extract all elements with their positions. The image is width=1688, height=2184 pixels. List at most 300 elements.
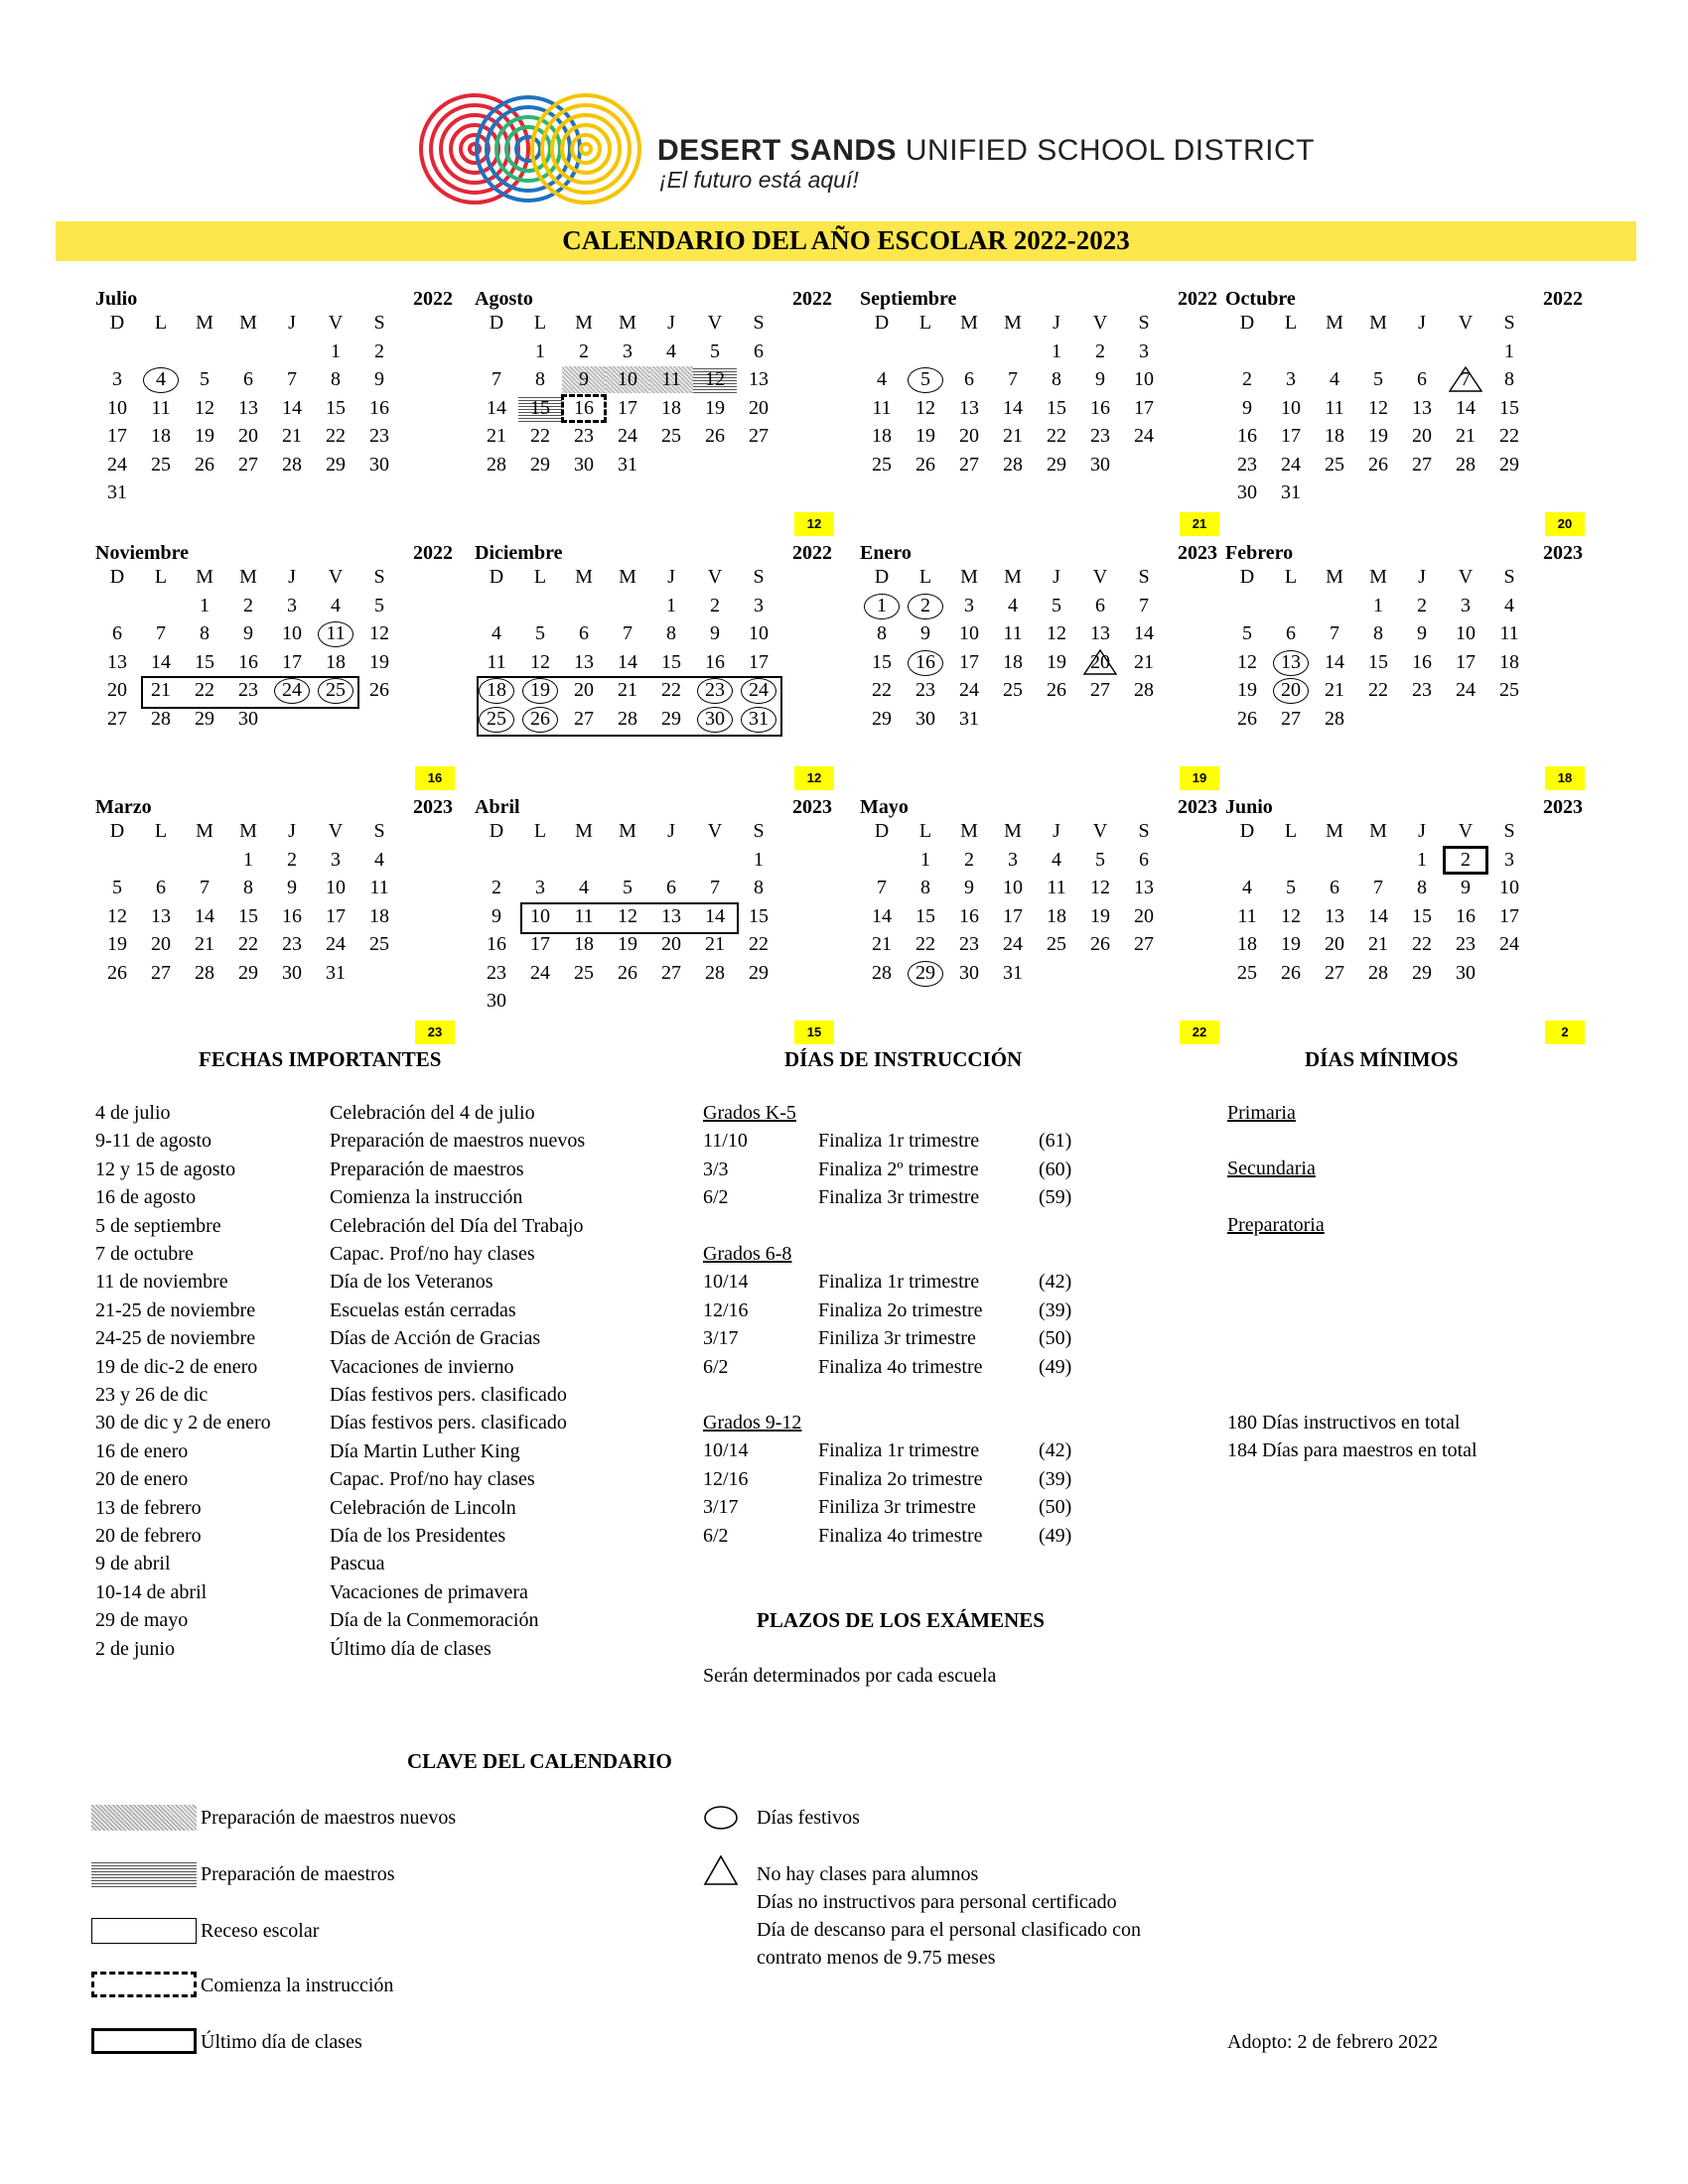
weekday-header: M bbox=[196, 820, 213, 842]
weekday-header: D bbox=[489, 566, 504, 588]
important-date-event: Preparación de maestros nuevos bbox=[330, 1130, 586, 1153]
weekday-header: L bbox=[154, 820, 168, 842]
day-cell: 8 bbox=[1504, 368, 1514, 390]
weekday-header: S bbox=[753, 312, 765, 334]
weekday-header: M bbox=[619, 566, 636, 588]
day-cell: 25 bbox=[1003, 679, 1023, 701]
day-cell: 8 bbox=[1417, 877, 1427, 898]
key-heading: CLAVE DEL CALENDARIO bbox=[407, 1749, 672, 1773]
weekday-header: J bbox=[667, 820, 675, 842]
term-day-count: (42) bbox=[1039, 1439, 1072, 1462]
day-cell: 22 bbox=[1412, 933, 1432, 955]
day-cell: 5 bbox=[1052, 594, 1061, 616]
weekday-header: J bbox=[1418, 312, 1426, 334]
day-cell: 12 bbox=[1281, 904, 1301, 927]
day-cell: 30 bbox=[1456, 961, 1476, 984]
weekday-header: L bbox=[533, 566, 547, 588]
day-cell bbox=[139, 366, 183, 393]
day-cell: 11 bbox=[872, 396, 892, 419]
day-cell: 7 bbox=[1330, 622, 1339, 644]
day-cell: 10 bbox=[1456, 622, 1476, 644]
day-cell: 17 bbox=[326, 904, 346, 927]
key-no-class-line-2: Días no instructivos para personal certificado bbox=[757, 1891, 1117, 1913]
day-cell bbox=[1269, 649, 1313, 676]
day-cell: 23 bbox=[574, 425, 594, 447]
term-day-count: (60) bbox=[1039, 1158, 1072, 1180]
key-swatch-new-prep bbox=[91, 1805, 197, 1831]
important-date-event: Días festivos pers. clasificado bbox=[330, 1384, 567, 1406]
day-cell: 1 bbox=[754, 848, 764, 871]
day-cell: 10 bbox=[749, 622, 769, 644]
term-day-count: (39) bbox=[1039, 1298, 1072, 1321]
day-cell: 25 bbox=[1237, 961, 1257, 984]
important-date: 16 de enero bbox=[95, 1439, 189, 1462]
important-date: 9-11 de agosto bbox=[95, 1130, 212, 1153]
day-cell: 15 bbox=[749, 904, 769, 927]
weekday-header: S bbox=[1503, 566, 1515, 588]
day-cell: 10 bbox=[326, 877, 346, 898]
weekday-header: J bbox=[667, 312, 675, 334]
day-cell: 4 bbox=[1242, 877, 1252, 898]
day-cell: 18 bbox=[369, 904, 389, 927]
day-cell: 26 bbox=[915, 453, 935, 476]
weekday-header: M bbox=[960, 820, 978, 842]
day-cell: 17 bbox=[959, 650, 979, 673]
day-cell: 16 bbox=[369, 396, 389, 419]
day-cell: 14 bbox=[1134, 622, 1154, 644]
day-cell: 2 bbox=[1242, 368, 1252, 390]
month-enero bbox=[860, 542, 1217, 790]
day-cell: 25 bbox=[1499, 679, 1519, 701]
day-cell: 25 bbox=[661, 425, 681, 447]
day-cell: 26 bbox=[1090, 933, 1110, 955]
day-cell: 9 bbox=[374, 368, 384, 390]
day-cell: 1 bbox=[200, 594, 210, 616]
term-end-label: Finiliza 3r trimestre bbox=[818, 1496, 976, 1519]
day-cell: 24 bbox=[1499, 933, 1519, 955]
holiday-circle: 11 bbox=[318, 621, 353, 647]
key-swatch-last-day bbox=[91, 2028, 197, 2054]
day-cell: 2 bbox=[579, 340, 589, 362]
month-year: 2022 bbox=[792, 542, 832, 564]
weekday-header: L bbox=[1284, 820, 1298, 842]
important-date-event: Pascua bbox=[330, 1553, 385, 1575]
day-cell: 15 bbox=[518, 395, 562, 422]
key-prep-label: Preparación de maestros bbox=[201, 1863, 395, 1885]
minimum-days-heading: DÍAS MÍNIMOS bbox=[1305, 1047, 1459, 1071]
weekday-header: L bbox=[154, 566, 168, 588]
day-cell: 4 bbox=[331, 594, 341, 616]
important-date-event: Escuelas están cerradas bbox=[330, 1298, 516, 1321]
day-cell: 27 bbox=[574, 707, 594, 730]
day-cell: 4 bbox=[579, 877, 589, 898]
day-cell: 22 bbox=[326, 425, 346, 447]
day-cell: 6 bbox=[1286, 622, 1296, 644]
no-class-triangle: 20 bbox=[1083, 649, 1117, 675]
min-primaria: Primaria bbox=[1227, 1102, 1296, 1124]
day-cell: 27 bbox=[151, 961, 171, 984]
day-cell: 26 bbox=[618, 961, 637, 984]
day-cell: 29 bbox=[872, 707, 892, 730]
day-cell: 29 bbox=[661, 707, 681, 730]
weekday-header: L bbox=[1284, 566, 1298, 588]
key-no-class-line-1: No hay clases para alumnos bbox=[757, 1863, 979, 1885]
day-cell: 9 bbox=[287, 877, 297, 898]
weekday-header: S bbox=[373, 566, 385, 588]
day-cell: 17 bbox=[1456, 650, 1476, 673]
recess-range bbox=[520, 902, 739, 935]
weekday-header: S bbox=[753, 566, 765, 588]
day-cell: 18 bbox=[574, 933, 594, 955]
day-cell: 31 bbox=[326, 961, 346, 984]
weekday-header: S bbox=[373, 312, 385, 334]
term-day-count: (61) bbox=[1039, 1130, 1072, 1153]
term-day-count: (39) bbox=[1039, 1467, 1072, 1490]
weekday-header: M bbox=[1369, 820, 1387, 842]
day-cell: 7 bbox=[1373, 877, 1383, 898]
day-cell: 21 bbox=[1456, 425, 1476, 447]
important-date: 20 de enero bbox=[95, 1468, 189, 1491]
holiday-circle: 23 bbox=[697, 678, 733, 704]
day-cell bbox=[904, 593, 947, 619]
weekday-header: M bbox=[1369, 566, 1387, 588]
day-cell: 11 bbox=[369, 877, 389, 898]
day-cell: 23 bbox=[282, 933, 302, 955]
day-cell: 30 bbox=[574, 453, 594, 476]
day-cell: 20 bbox=[574, 679, 594, 701]
day-cell: 14 bbox=[1368, 904, 1388, 927]
day-cell: 29 bbox=[326, 453, 346, 476]
weekday-header: D bbox=[109, 312, 125, 334]
day-cell: 27 bbox=[1281, 707, 1301, 730]
day-cell: 22 bbox=[1499, 425, 1519, 447]
weekday-header: J bbox=[667, 566, 675, 588]
important-date-event: Día de la Conmemoración bbox=[330, 1609, 539, 1632]
no-class-triangle-icon bbox=[703, 1854, 739, 1886]
day-cell bbox=[904, 366, 947, 393]
instruction-day-count-badge: 18 bbox=[1545, 766, 1585, 790]
weekday-header: M bbox=[239, 820, 257, 842]
day-cell: 15 bbox=[1412, 904, 1432, 927]
important-date: 24-25 de noviembre bbox=[95, 1327, 256, 1350]
day-cell: 28 bbox=[1368, 961, 1388, 984]
weekday-header: V bbox=[1458, 566, 1474, 588]
instruction-day-count-badge: 12 bbox=[794, 512, 834, 536]
day-cell: 6 bbox=[1095, 594, 1105, 616]
instruction-day-count-badge: 21 bbox=[1180, 512, 1219, 536]
instruction-days-heading: DÍAS DE INSTRUCCIÓN bbox=[784, 1047, 1023, 1071]
day-cell: 8 bbox=[535, 368, 545, 390]
day-cell: 22 bbox=[195, 679, 214, 701]
important-date: 2 de junio bbox=[95, 1637, 175, 1660]
weekday-header: S bbox=[1138, 820, 1150, 842]
holiday-circle: 29 bbox=[908, 961, 943, 987]
day-cell: 6 bbox=[156, 877, 166, 898]
weekday-header: L bbox=[918, 312, 932, 334]
day-cell: 4 bbox=[492, 622, 501, 644]
month-name: Febrero bbox=[1225, 542, 1294, 564]
month-year: 2022 bbox=[1543, 288, 1583, 310]
weekday-header: M bbox=[1369, 312, 1387, 334]
weekday-header: V bbox=[328, 820, 344, 842]
important-date: 20 de febrero bbox=[95, 1525, 202, 1547]
term-end-date: 6/2 bbox=[703, 1186, 729, 1209]
holiday-circle: 16 bbox=[908, 650, 943, 676]
important-date: 16 de agosto bbox=[95, 1186, 197, 1209]
key-last-day-label: Último día de clases bbox=[201, 2031, 362, 2053]
weekday-header: L bbox=[154, 312, 168, 334]
day-cell: 7 bbox=[1008, 368, 1018, 390]
day-cell: 11 bbox=[1003, 622, 1023, 644]
day-cell: 23 bbox=[369, 425, 389, 447]
day-cell: 12 bbox=[1047, 622, 1066, 644]
weekday-header: D bbox=[109, 820, 125, 842]
day-cell: 5 bbox=[1242, 622, 1252, 644]
day-cell: 8 bbox=[1373, 622, 1383, 644]
day-cell: 21 bbox=[1134, 650, 1154, 673]
day-cell: 6 bbox=[964, 368, 974, 390]
day-cell: 27 bbox=[661, 961, 681, 984]
day-cell: 6 bbox=[112, 622, 122, 644]
day-cell: 30 bbox=[487, 990, 506, 1012]
day-cell: 17 bbox=[1003, 904, 1023, 927]
day-cell: 1 bbox=[666, 594, 676, 616]
holiday-circle: 24 bbox=[274, 678, 310, 704]
day-cell: 26 bbox=[369, 679, 389, 701]
day-cell: 28 bbox=[282, 453, 302, 476]
important-date: 13 de febrero bbox=[95, 1496, 202, 1519]
key-new-prep-label: Preparación de maestros nuevos bbox=[201, 1807, 457, 1829]
day-cell: 18 bbox=[151, 425, 171, 447]
weekday-header: M bbox=[239, 566, 257, 588]
term-end-date: 3/3 bbox=[703, 1158, 729, 1180]
day-cell: 22 bbox=[872, 679, 892, 701]
day-cell: 20 bbox=[749, 396, 769, 419]
key-holidays-label: Días festivos bbox=[757, 1807, 860, 1829]
day-cell: 1 bbox=[535, 340, 545, 362]
day-cell: 30 bbox=[282, 961, 302, 984]
day-cell: 11 bbox=[574, 904, 594, 927]
day-cell: 29 bbox=[1047, 453, 1066, 476]
day-cell: 24 bbox=[530, 961, 550, 984]
weekday-header: V bbox=[707, 566, 723, 588]
day-cell: 21 bbox=[618, 679, 637, 701]
important-date: 23 y 26 de dic bbox=[95, 1384, 209, 1406]
important-dates-heading: FECHAS IMPORTANTES bbox=[199, 1047, 442, 1071]
day-cell: 2 bbox=[374, 340, 384, 362]
month-year: 2023 bbox=[1543, 796, 1583, 818]
term-end-date: 3/17 bbox=[703, 1496, 739, 1519]
day-cell: 15 bbox=[915, 904, 935, 927]
day-cell: 26 bbox=[195, 453, 214, 476]
day-cell: 12 bbox=[369, 622, 389, 644]
day-cell: 4 bbox=[1008, 594, 1018, 616]
day-cell: 16 bbox=[487, 933, 506, 955]
day-cell: 13 bbox=[1325, 904, 1344, 927]
day-cell: 11 bbox=[1325, 396, 1344, 419]
day-cell: 28 bbox=[487, 453, 506, 476]
day-cell: 14 bbox=[1325, 650, 1344, 673]
term-day-count: (49) bbox=[1039, 1355, 1072, 1378]
day-cell: 29 bbox=[749, 961, 769, 984]
important-date-event: Celebración de Lincoln bbox=[330, 1496, 516, 1519]
day-cell: 10 bbox=[282, 622, 302, 644]
weekday-header: M bbox=[1326, 820, 1343, 842]
day-cell: 25 bbox=[872, 453, 892, 476]
month-year: 2022 bbox=[792, 288, 832, 310]
weekday-header: D bbox=[874, 312, 890, 334]
term-end-label: Finaliza 2º trimestre bbox=[818, 1158, 979, 1180]
month-junio bbox=[1225, 796, 1583, 1044]
day-cell: 1 bbox=[1504, 340, 1514, 362]
day-cell: 9 bbox=[1461, 877, 1471, 898]
day-cell: 5 bbox=[1095, 848, 1105, 871]
day-cell: 25 bbox=[1047, 933, 1066, 955]
day-cell: 13 bbox=[574, 650, 594, 673]
day-cell: 23 bbox=[1090, 425, 1110, 447]
day-cell: 10 bbox=[1281, 396, 1301, 419]
day-cell: 19 bbox=[705, 396, 725, 419]
important-date-event: Capac. Prof/no hay clases bbox=[330, 1468, 535, 1491]
day-cell: 5 bbox=[1286, 877, 1296, 898]
important-date: 10-14 de abril bbox=[95, 1580, 208, 1603]
term-end-label: Finaliza 3r trimestre bbox=[818, 1186, 980, 1209]
weekday-header: V bbox=[707, 312, 723, 334]
day-cell: 14 bbox=[1456, 396, 1476, 419]
day-cell: 16 bbox=[1412, 650, 1432, 673]
term-end-label: Finaliza 1r trimestre bbox=[818, 1130, 980, 1153]
day-cell: 7 bbox=[710, 877, 720, 898]
day-cell: 28 bbox=[195, 961, 214, 984]
day-cell: 19 bbox=[1090, 904, 1110, 927]
month-name: Octubre bbox=[1225, 288, 1296, 310]
day-cell: 12 bbox=[1368, 396, 1388, 419]
total-instruction-days: 180 Días instructivos en total bbox=[1227, 1412, 1461, 1433]
day-cell: 9 bbox=[710, 622, 720, 644]
day-cell: 24 bbox=[1134, 425, 1154, 447]
instruction-day-count-badge: 16 bbox=[415, 766, 455, 790]
day-cell: 11 bbox=[151, 396, 171, 419]
month-name: Enero bbox=[860, 542, 912, 564]
key-swatch-start bbox=[91, 1972, 197, 1997]
weekday-header: M bbox=[196, 566, 213, 588]
term-end-label: Finaliza 1r trimestre bbox=[818, 1271, 980, 1294]
day-cell: 4 bbox=[1052, 848, 1061, 871]
day-cell: 24 bbox=[1281, 453, 1301, 476]
month-name: Septiembre bbox=[860, 288, 957, 310]
term-end-label: Finaliza 2o trimestre bbox=[818, 1467, 983, 1490]
day-cell: 3 bbox=[623, 340, 633, 362]
weekday-header: L bbox=[918, 566, 932, 588]
day-cell: 16 bbox=[238, 650, 258, 673]
day-cell bbox=[904, 649, 947, 676]
day-cell: 10 bbox=[530, 904, 550, 927]
instruction-day-count-badge: 20 bbox=[1545, 512, 1585, 536]
recess-range bbox=[141, 676, 359, 709]
day-cell: 30 bbox=[1090, 453, 1110, 476]
day-cell: 15 bbox=[326, 396, 346, 419]
day-cell: 27 bbox=[238, 453, 258, 476]
day-cell: 25 bbox=[369, 933, 389, 955]
weekday-header: J bbox=[1053, 820, 1060, 842]
term-end-date: 12/16 bbox=[703, 1467, 749, 1490]
weekday-header: M bbox=[1004, 820, 1022, 842]
day-cell bbox=[904, 960, 947, 987]
day-cell: 17 bbox=[1134, 396, 1154, 419]
key-swatch-prep bbox=[91, 1861, 197, 1887]
day-cell: 6 bbox=[1330, 877, 1339, 898]
day-cell: 20 bbox=[959, 425, 979, 447]
day-cell: 14 bbox=[618, 650, 637, 673]
day-cell: 17 bbox=[618, 396, 637, 419]
term-end-date: 6/2 bbox=[703, 1355, 729, 1378]
day-cell: 18 bbox=[1237, 933, 1257, 955]
day-cell: 31 bbox=[1003, 961, 1023, 984]
day-cell: 4 bbox=[666, 340, 676, 362]
day-cell: 15 bbox=[1499, 396, 1519, 419]
day-cell: 4 bbox=[374, 848, 384, 871]
day-cell: 30 bbox=[238, 707, 258, 730]
day-cell: 5 bbox=[200, 368, 210, 390]
weekday-header: D bbox=[1239, 566, 1255, 588]
day-cell: 19 bbox=[369, 650, 389, 673]
day-cell: 2 bbox=[1417, 594, 1427, 616]
day-cell: 21 bbox=[872, 933, 892, 955]
term-end-date: 10/14 bbox=[703, 1439, 749, 1462]
weekday-header: J bbox=[288, 820, 296, 842]
weekday-header: D bbox=[489, 820, 504, 842]
day-cell: 5 bbox=[112, 877, 122, 898]
day-cell: 26 bbox=[1047, 679, 1066, 701]
important-date: 21-25 de noviembre bbox=[95, 1298, 256, 1321]
day-cell: 15 bbox=[1368, 650, 1388, 673]
important-date-event: Comienza la instrucción bbox=[330, 1186, 523, 1209]
day-cell: 23 bbox=[959, 933, 979, 955]
day-cell: 18 bbox=[872, 425, 892, 447]
day-cell: 3 bbox=[535, 877, 545, 898]
weekday-header: V bbox=[707, 820, 723, 842]
important-date-event: Día Martin Luther King bbox=[330, 1439, 520, 1462]
day-cell: 19 bbox=[618, 933, 637, 955]
important-date-event: Días festivos pers. clasificado bbox=[330, 1412, 567, 1434]
day-cell: 20 bbox=[238, 425, 258, 447]
day-cell: 26 bbox=[1237, 707, 1257, 730]
day-cell: 16 bbox=[1456, 904, 1476, 927]
day-cell: 9 bbox=[964, 877, 974, 898]
day-cell: 2 bbox=[492, 877, 501, 898]
day-cell: 28 bbox=[1003, 453, 1023, 476]
day-cell: 11 bbox=[487, 650, 506, 673]
day-cell: 16 bbox=[1237, 425, 1257, 447]
day-cell: 7 bbox=[156, 622, 166, 644]
term-day-count: (50) bbox=[1039, 1496, 1072, 1519]
day-cell: 21 bbox=[195, 933, 214, 955]
district-tagline: ¡El futuro está aquí! bbox=[659, 167, 859, 193]
day-cell: 30 bbox=[915, 707, 935, 730]
day-cell: 15 bbox=[238, 904, 258, 927]
month-year: 2023 bbox=[1543, 542, 1583, 564]
day-cell: 18 bbox=[1003, 650, 1023, 673]
day-cell: 30 bbox=[1237, 481, 1257, 503]
day-cell: 21 bbox=[487, 425, 506, 447]
day-cell: 20 bbox=[1412, 425, 1432, 447]
day-cell: 22 bbox=[661, 679, 681, 701]
day-cell: 5 bbox=[623, 877, 633, 898]
weekday-header: M bbox=[196, 312, 213, 334]
day-cell: 28 bbox=[705, 961, 725, 984]
weekday-header: J bbox=[288, 566, 296, 588]
day-cell: 2 bbox=[1095, 340, 1105, 362]
